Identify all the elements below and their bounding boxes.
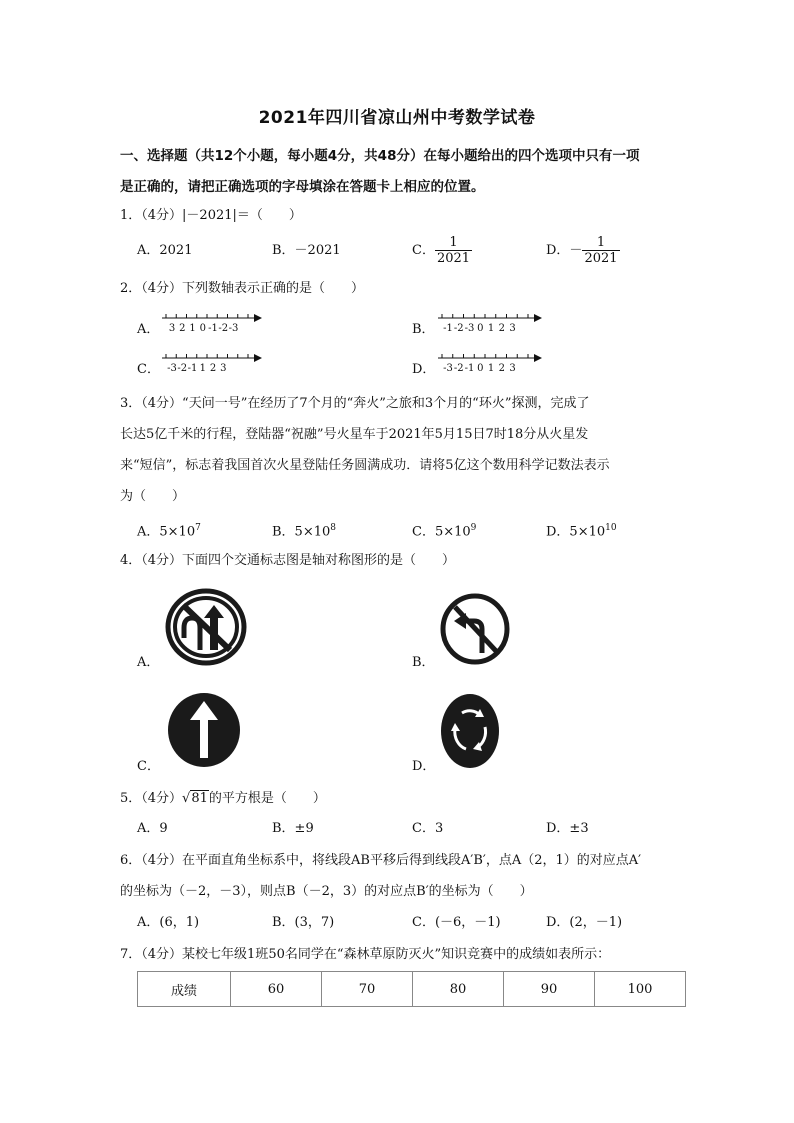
fraction-numerator: 1	[582, 235, 619, 251]
q5-option-c: C．3	[412, 821, 444, 836]
q4-option-a-label: A．	[137, 655, 160, 670]
q3-option-b-base: B．5×10	[272, 524, 331, 540]
number-line-tick-label: -3	[464, 323, 475, 334]
number-line-tick-label: -2	[218, 323, 229, 334]
table-cell: 成绩	[138, 972, 231, 1007]
number-line-tick-label: 2	[209, 363, 217, 374]
q4-option-d-label: D．	[412, 759, 436, 774]
q1-option-c-fraction	[435, 235, 472, 266]
number-line-tick-label: 3	[220, 363, 227, 374]
q5-option-a: A．9	[137, 821, 168, 836]
q5-stem	[120, 789, 326, 809]
q3-option-d	[546, 518, 617, 542]
q3-option-a	[137, 518, 201, 542]
q3-line2: 长达5亿千米的行程，登陆器“祝融”号火星车于2021年5月15日7时18分从火星发	[120, 427, 589, 442]
number-line-tick-label: -3	[443, 363, 453, 374]
q5-option-b: B．±9	[272, 821, 314, 836]
q3-option-b-exponent: 8	[330, 523, 336, 533]
number-line-tick-label: -3	[167, 363, 177, 374]
table-cell: 100	[595, 972, 686, 1007]
q1-option-a: A．2021	[137, 243, 193, 258]
q2-option-b-number-line	[436, 310, 546, 336]
q3-option-a-base: A．5×10	[137, 524, 196, 540]
no-straight-or-uturn-sign-icon	[164, 588, 248, 666]
q7-score-table	[137, 971, 686, 1007]
q6-option-d: D．(2，－1)	[546, 915, 623, 930]
q4-option-c-label: C．	[137, 759, 160, 774]
table-cell: 80	[413, 972, 504, 1007]
q5-option-d: D．±3	[546, 821, 589, 836]
number-line-tick-label: 0	[199, 323, 206, 334]
number-line-arrow-icon	[254, 354, 262, 362]
number-line-tick-label: -1	[464, 363, 475, 374]
q1-stem: 1．（4分）|－2021|＝（ ）	[120, 208, 302, 223]
table-cell: 90	[504, 972, 595, 1007]
fraction-denominator: 2021	[584, 251, 618, 266]
number-line-tick-label: 2	[498, 363, 505, 374]
square-root-icon: √81	[182, 791, 208, 806]
q2-stem: 2．（4分）下列数轴表示正确的是（ ）	[120, 281, 365, 296]
number-line-tick-label: 1	[199, 363, 206, 374]
q3-option-c-exponent: 9	[470, 523, 477, 533]
number-line-tick-label: -1	[443, 323, 453, 334]
q6-option-a: A．(6，1)	[137, 915, 200, 930]
q3-option-c-base: C．5×10	[412, 524, 471, 540]
fraction-denominator: 2021	[436, 251, 471, 266]
number-line-tick-label: 3	[168, 323, 176, 334]
q2-option-b-label: B．	[412, 322, 435, 337]
q6-line2: 的坐标为（－2，－3），则点B（－2，3）的对应点B′的坐标为（ ）	[120, 884, 533, 899]
number-line-tick-label: 2	[179, 323, 186, 334]
number-line-tick-label: 1	[189, 323, 196, 334]
q3-line4: 为（ ）	[120, 489, 186, 504]
q3-option-b	[272, 518, 336, 542]
number-line-tick-label: -3	[228, 323, 239, 334]
q2-option-d-number-line	[436, 350, 546, 376]
q2-option-c-label: C．	[137, 362, 160, 377]
q4-stem: 4．（4分）下面四个交通标志图是轴对称图形的是（ ）	[120, 553, 456, 568]
q4-option-b-label: B．	[412, 655, 435, 670]
number-line-tick-label: -1	[187, 363, 198, 374]
number-line-arrow-icon	[534, 314, 542, 322]
number-line-tick-label: -2	[177, 363, 188, 374]
q6-line1: 6．（4分）在平面直角坐标系中，将线段AB平移后得到线段A′B′，点A（2，1）的对应点A′	[120, 853, 642, 868]
number-line-tick-label: 0	[477, 363, 484, 374]
q6-option-b: B．(3，7)	[272, 915, 335, 930]
q2-option-a-label: A．	[137, 322, 160, 337]
number-line-tick-label: 2	[498, 323, 505, 334]
q1-option-d-fraction	[582, 235, 619, 266]
number-line-tick-label: 3	[509, 363, 516, 374]
q1-option-c	[412, 235, 472, 266]
section-heading-line2: 是正确的，请把正确选项的字母填涂在答题卡上相应的位置。	[120, 179, 485, 195]
number-line-arrow-icon	[534, 354, 542, 362]
fraction-numerator: 1	[435, 235, 472, 251]
table-row	[138, 972, 686, 1007]
table-cell: 70	[322, 972, 413, 1007]
q1-option-d	[546, 235, 620, 266]
section-heading-line1: 一、选择题（共12个小题，每小题4分，共48分）在每小题给出的四个选项中只有一项	[120, 148, 640, 164]
q2-option-a-number-line	[160, 310, 270, 336]
q2-option-d-label: D．	[412, 362, 436, 377]
q5-radicand: 81	[191, 791, 208, 806]
q5-stem-suffix: 的平方根是（ ）	[208, 791, 326, 806]
q3-option-c	[412, 518, 476, 542]
q7-stem: 7．（4分）某校七年级1班50名同学在“森林草原防灭火”知识竞赛中的成绩如表所示：	[120, 947, 611, 962]
q1-option-d-label: D．－	[546, 243, 583, 258]
number-line-tick-label: 0	[477, 323, 484, 334]
q1-option-b: B．－2021	[272, 243, 341, 258]
number-line-tick-label: 3	[509, 323, 516, 334]
q6-option-c: C．(－6，－1)	[412, 915, 501, 930]
number-line-tick-label: -1	[208, 323, 218, 334]
q3-option-a-exponent: 7	[195, 523, 201, 533]
straight-ahead-sign-icon	[166, 692, 242, 768]
number-line-arrow-icon	[254, 314, 262, 322]
exam-title: 2021年四川省凉山州中考数学试卷	[258, 108, 536, 128]
number-line-tick-label: 1	[487, 323, 495, 334]
q1-option-c-label: C．	[412, 243, 435, 258]
q3-option-d-exponent: 10	[605, 523, 617, 533]
q3-line1: 3．（4分）“天问一号”在经历了7个月的“奔火”之旅和3个月的“环火”探测，完成了	[120, 396, 590, 411]
number-line-tick-label: -2	[453, 363, 464, 374]
q3-line3: 来“短信”，标志着我国首次火星登陆任务圆满成功．请将5亿这个数用科学记数法表示	[120, 458, 610, 473]
roundabout-sign-icon	[440, 693, 500, 769]
table-cell: 60	[231, 972, 322, 1007]
q3-option-d-base: D．5×10	[546, 524, 606, 540]
number-line-tick-label: -2	[453, 323, 464, 334]
number-line-tick-label: 1	[487, 363, 495, 374]
q2-option-c-number-line	[160, 350, 270, 376]
q5-stem-prefix: 5．（4分）	[120, 791, 183, 806]
no-left-turn-sign-icon	[440, 593, 510, 665]
